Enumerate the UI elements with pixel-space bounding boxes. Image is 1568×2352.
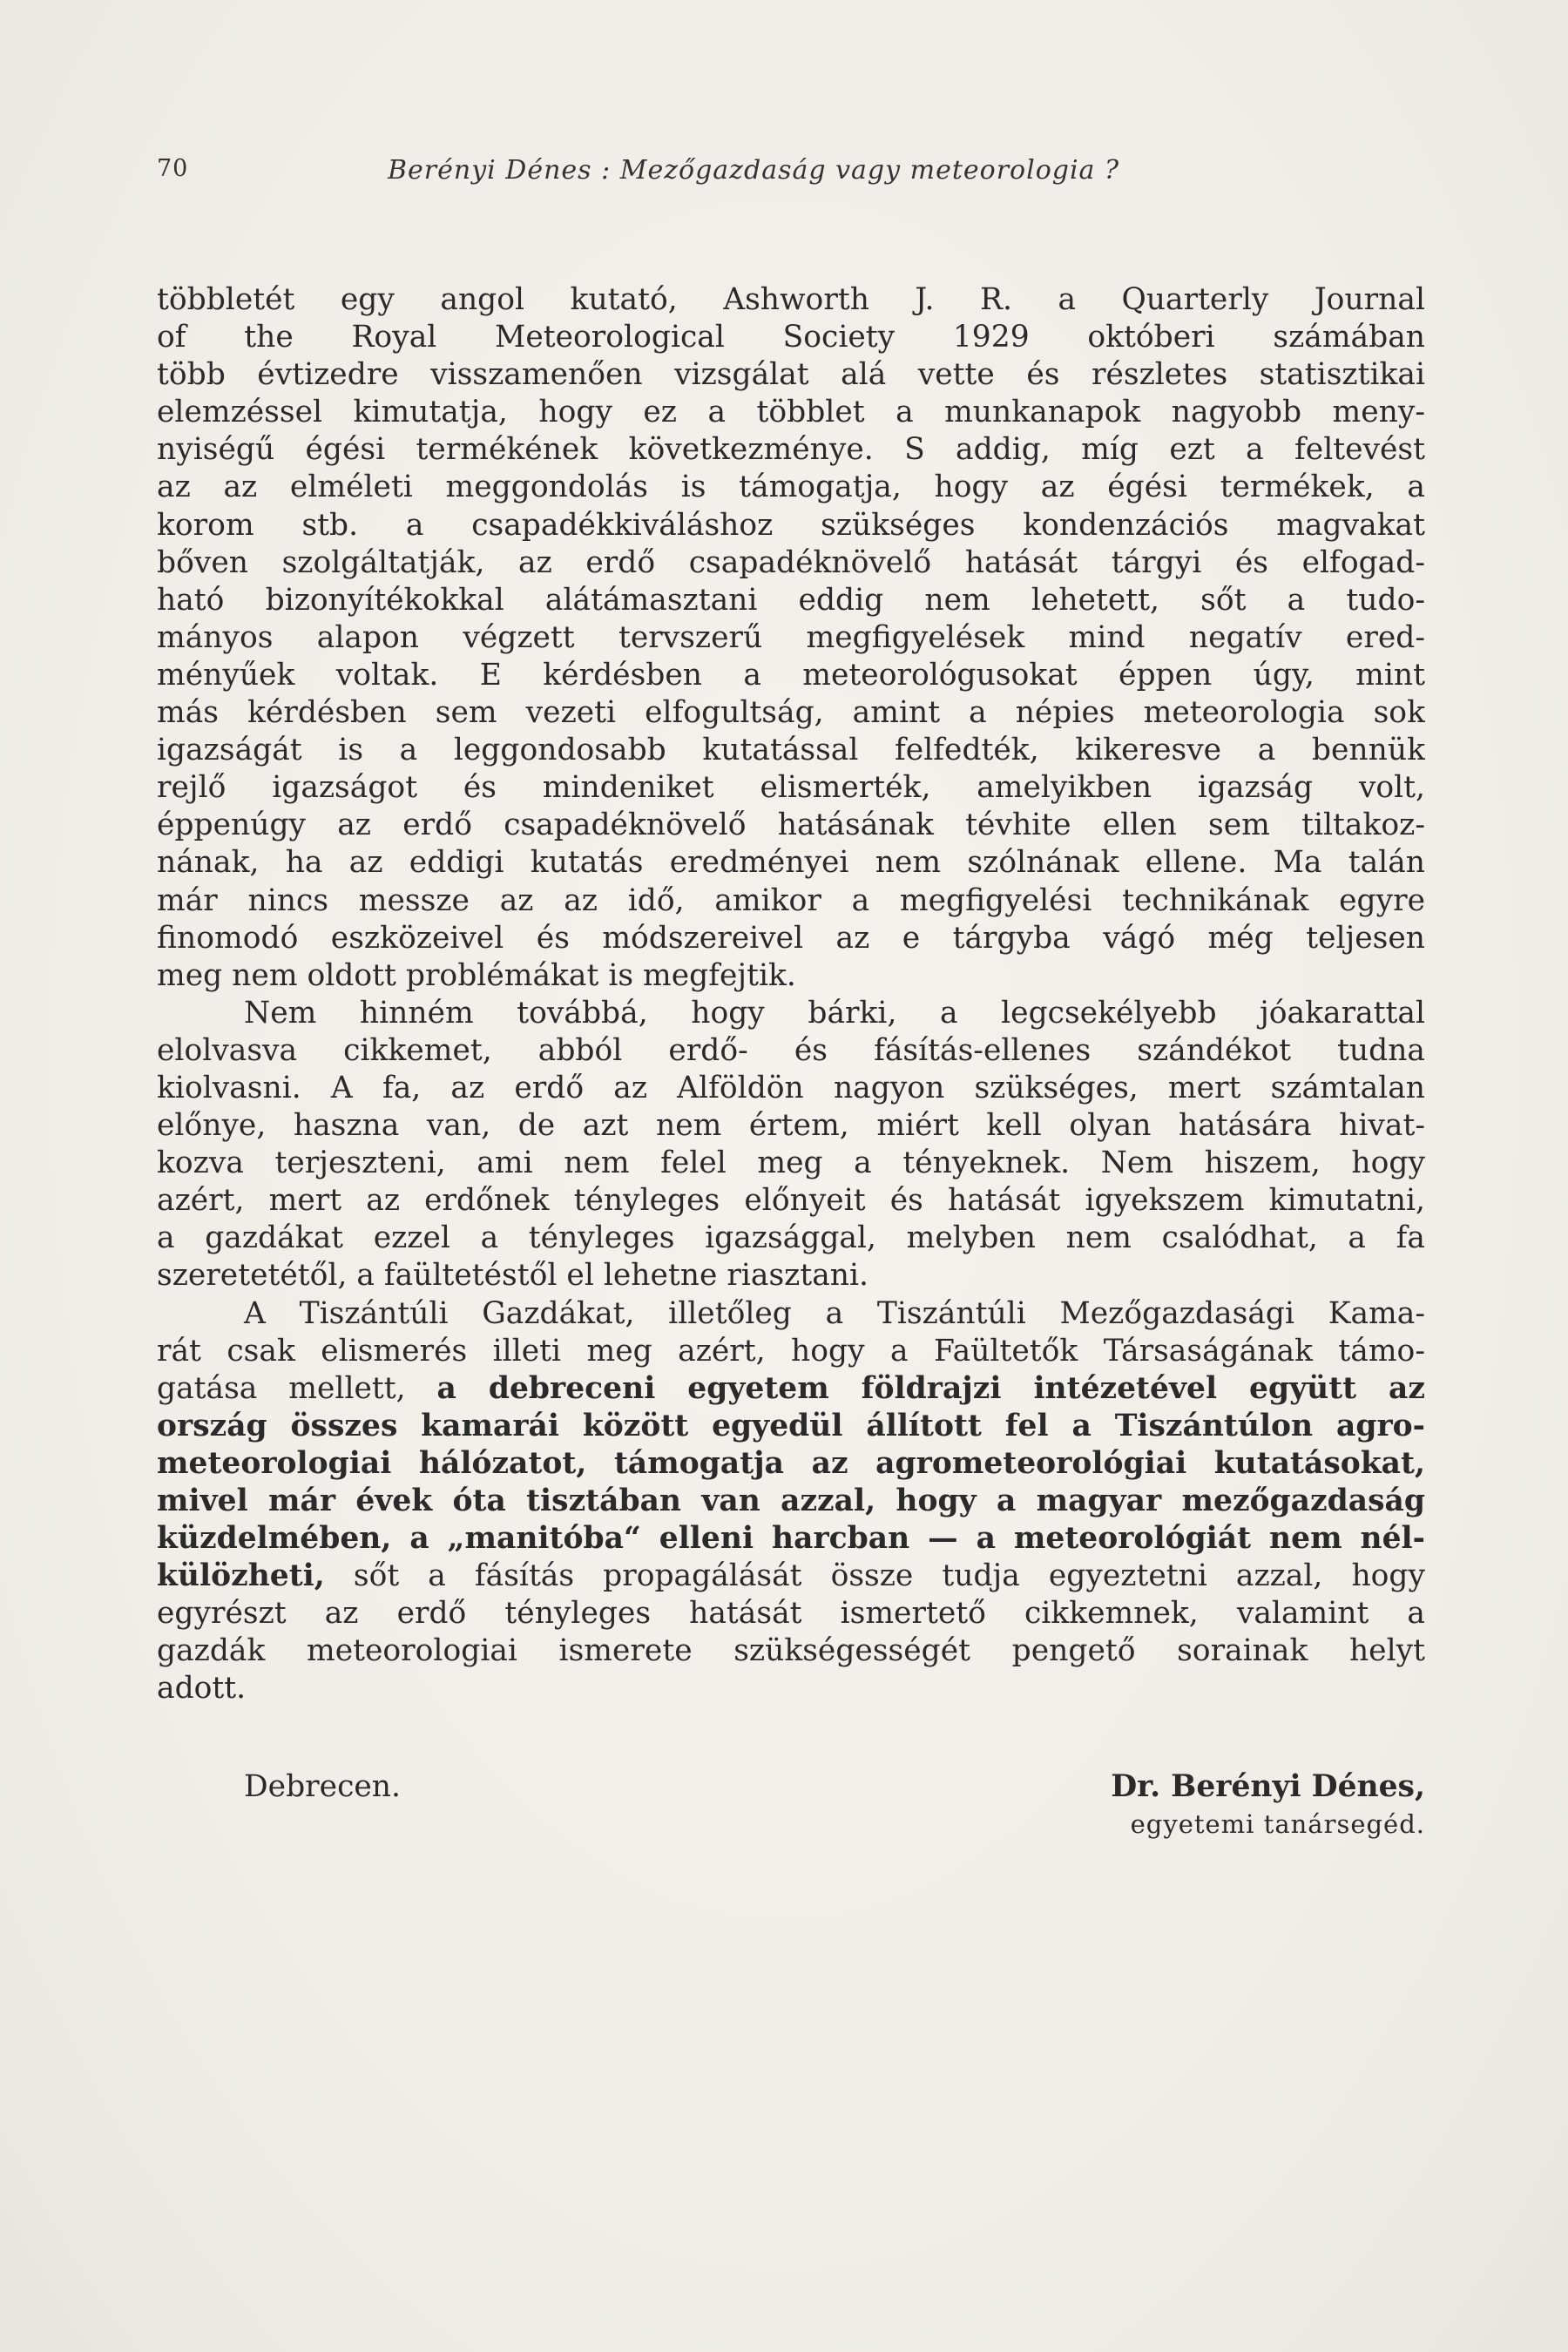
text-line: előnye, haszna van, de azt nem értem, miért kell olyan hatására hivat-: [157, 1108, 1425, 1144]
signature-place: Debrecen.: [244, 1769, 401, 1804]
text-line-bold: meteorologiai hálózatot, támogatja az agrometeorológiai kutatásokat,: [157, 1445, 1425, 1481]
text-line: az az elméleti meggondolás is támogatja, hogy az égési termékek, a: [157, 470, 1425, 505]
text-line: elemzéssel kimutatja, hogy ez a többlet a munkanapok nagyobb meny-: [157, 395, 1425, 430]
text-line: kiolvasni. A fa, az erdő az Alföldön nagyon szükséges, mert számtalan: [157, 1070, 1425, 1105]
text-line: korom stb. a csapadékkiváláshoz szükséges kondenzációs magvakat: [157, 507, 1425, 543]
text-line-bold: ország összes kamarái között egyedül állított fel a Tiszántúlon agro-: [157, 1408, 1425, 1443]
text-line-mixed: [157, 1370, 1425, 1408]
text-line: nyiségű égési termékének következménye. S addig, míg ezt a feltevést: [157, 432, 1425, 468]
text-line: igazságát is a leggondosabb kutatással felfedték, kikeresve a bennük: [157, 733, 1425, 768]
signature-title: egyetemi tanársegéd.: [1130, 1809, 1425, 1839]
text-line: rejlő igazságot és mindeniket elismerték, amelyikben igazság volt,: [157, 770, 1425, 806]
text-line: egyrészt az erdő tényleges hatását ismertető cikkemnek, valamint a: [157, 1596, 1425, 1632]
text-line: több évtizedre visszamenően vizsgálat alá vette és részletes statisztikai: [157, 357, 1425, 393]
text-line: bőven szolgáltatják, az erdő csapadéknövelő hatását tárgyi és elfogad-: [157, 544, 1425, 580]
text-line-bold: küzdelmében, a „manitóba“ elleni harcban — a meteorológiát nem nél-: [157, 1521, 1425, 1557]
text-line: szeretetétől, a faültetéstől el lehetne riasztani.: [157, 1258, 868, 1294]
page-number: 70: [157, 155, 189, 182]
text-line: ményűek voltak. E kérdésben a meteorológusokat éppen úgy, mint: [157, 657, 1425, 693]
text-segment: gatása mellett,: [157, 1370, 406, 1406]
text-line: más kérdésben sem vezeti elfogultság, amint a népies meteorologia sok: [157, 695, 1425, 731]
signature-name: Dr. Berényi Dénes,: [1111, 1769, 1425, 1804]
text-line: a gazdákat ezzel a tényleges igazsággal, melyben nem csalódhat, a fa: [157, 1220, 1425, 1256]
page-header: [157, 155, 1446, 190]
text-line-mixed: [157, 1558, 1425, 1595]
signature-block: [157, 1768, 1425, 1855]
text-line: kozva terjeszteni, ami nem felel meg a tényeknek. Nem hiszem, hogy: [157, 1146, 1425, 1181]
text-line: éppenúgy az erdő csapadéknövelő hatásának tévhite ellen sem tiltakoz-: [157, 808, 1425, 843]
body-text: [157, 281, 1425, 1708]
text-line: többletét egy angol kutató, Ashworth J. R. a Quarterly Journal: [157, 282, 1425, 317]
text-line: mányos alapon végzett tervszerű megfigyelések mind negatív ered-: [157, 619, 1425, 655]
text-line: ható bizonyítékokkal alátámasztani eddig nem lehetett, sőt a tudo-: [157, 582, 1425, 618]
text-line-bold: mivel már évek óta tisztában van azzal, hogy a magyar mezőgazdaság: [157, 1484, 1425, 1518]
text-segment-bold: külözheti,: [157, 1558, 325, 1594]
text-line: azért, mert az erdőnek tényleges előnyeit és hatását igyekszem kimutatni,: [157, 1183, 1425, 1219]
text-line: Nem hinném továbbá, hogy bárki, a legcsekélyebb jóakarattal: [244, 995, 1425, 1031]
text-segment-bold: a debreceni egyetem földrajzi intézetével együtt az: [436, 1370, 1425, 1406]
text-line: nának, ha az eddigi kutatás eredményei nem szólnának ellene. Ma talán: [157, 845, 1425, 881]
running-head: Berényi Dénes : Mezőgazdaság vagy meteorologia ?: [388, 155, 1120, 186]
text-line: A Tiszántúli Gazdákat, illetőleg a Tiszántúli Mezőgazdasági Kama-: [244, 1295, 1425, 1331]
text-segment: sőt a fásítás propagálását össze tudja egyeztetni azzal, hogy: [353, 1558, 1425, 1594]
text-line: elolvasva cikkemet, abból erdő- és fásítás-ellenes szándékot tudna: [157, 1032, 1425, 1068]
text-line: finomodó eszközeivel és módszereivel az e tárgyba vágó még teljesen: [157, 920, 1425, 956]
text-line: adott.: [157, 1671, 247, 1707]
text-line: rát csak elismerés illeti meg azért, hogy a Faültetők Társaságának támo-: [157, 1333, 1425, 1369]
text-line: meg nem oldott problémákat is megfejtik.: [157, 957, 796, 993]
text-line: of the Royal Meteorological Society 1929 októberi számában: [157, 320, 1425, 355]
text-line: már nincs messze az az idő, amikor a megfigyelési technikának egyre: [157, 882, 1425, 918]
text-line: gazdák meteorologiai ismerete szükségességét pengető sorainak helyt: [157, 1633, 1425, 1669]
